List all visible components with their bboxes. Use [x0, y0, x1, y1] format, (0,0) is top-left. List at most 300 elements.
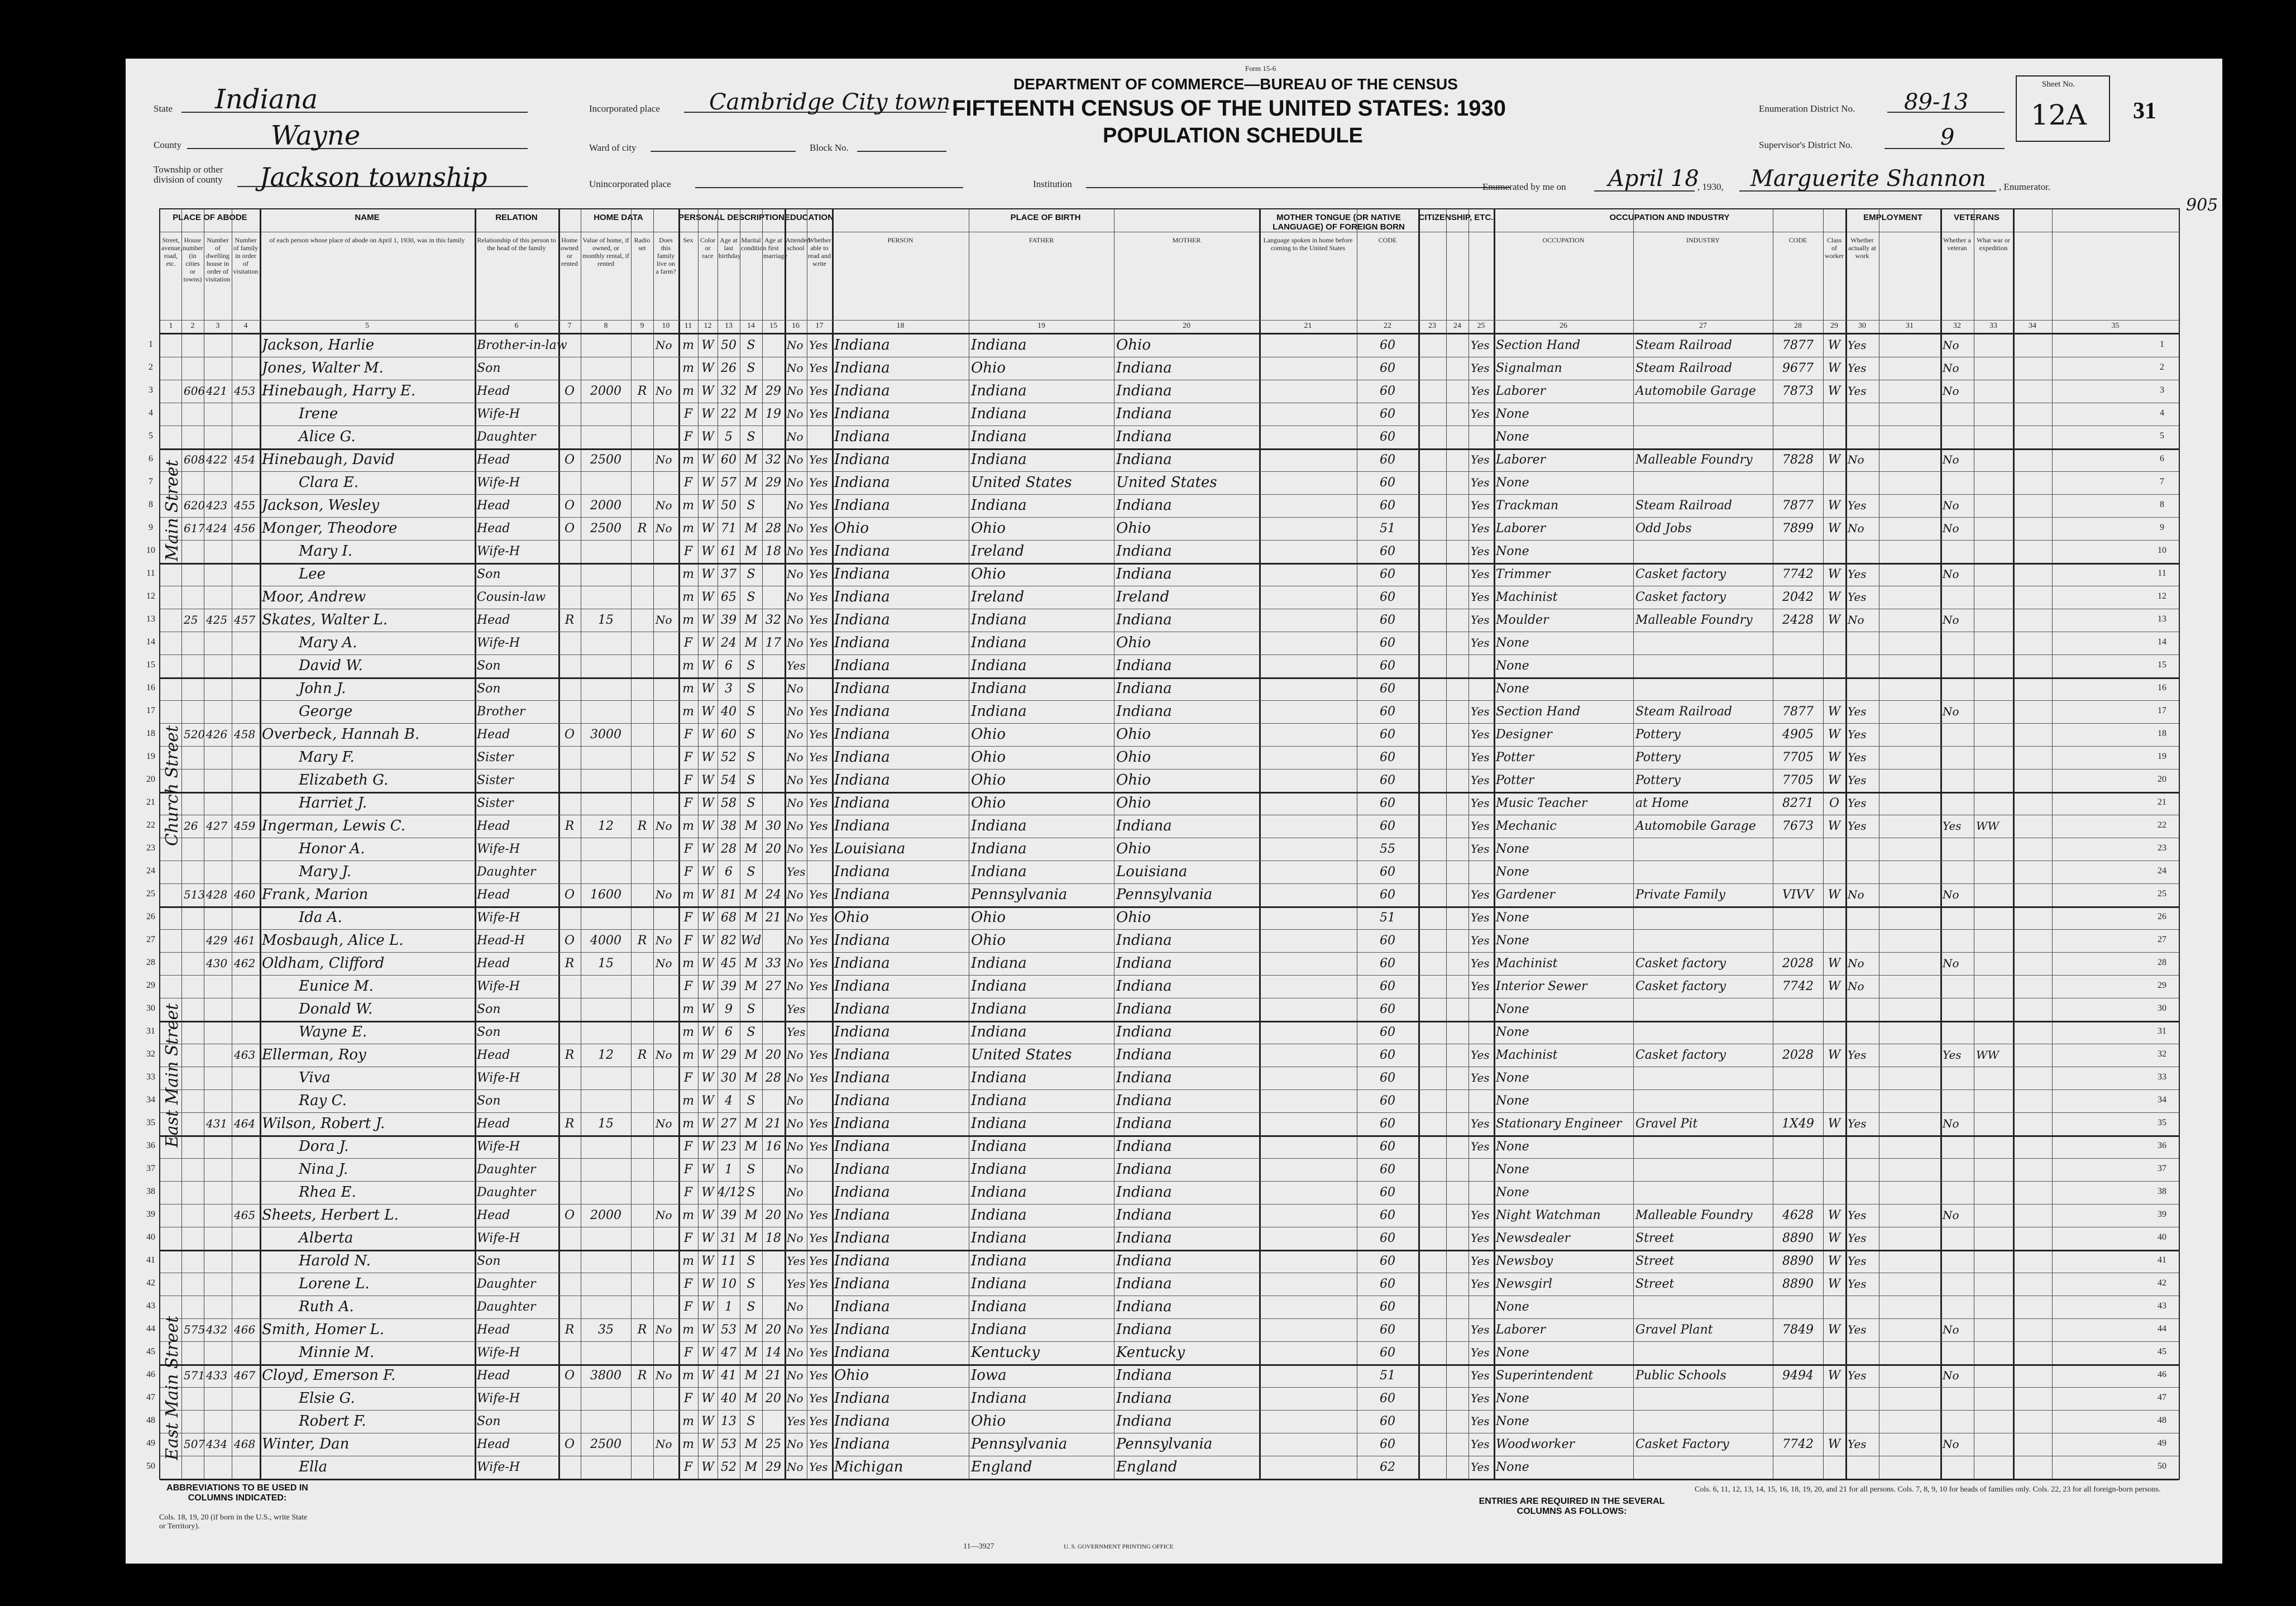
cell-sex: m [682, 888, 694, 902]
cell-val [581, 1181, 631, 1204]
cell-mar: M [744, 842, 758, 856]
cell-rel: Son [477, 659, 501, 673]
cell-ind [1635, 654, 1772, 677]
cell-rel: Wife-H [477, 1071, 520, 1085]
table-row [146, 1158, 2179, 1181]
cell-occ: None [1496, 659, 1529, 673]
cell-ind [1635, 1181, 1772, 1204]
cell-fb: Indiana [971, 703, 1027, 720]
cell-read: Yes [809, 979, 828, 993]
cell-rel: Head [477, 384, 510, 398]
cell-sex: F [683, 636, 693, 650]
cell-own [558, 334, 581, 357]
cell-radio [631, 563, 653, 586]
row-number-right: 21 [2158, 797, 2166, 807]
row-number-right: 40 [2158, 1232, 2166, 1242]
cell-occ: Machinist [1496, 590, 1558, 604]
cell-dw [206, 1250, 231, 1273]
row-number-right: 48 [2158, 1416, 2166, 1425]
cell-radio [631, 906, 653, 929]
cell-mb: Indiana [1116, 1184, 1172, 1201]
cell-icode: 2028 [1782, 957, 1814, 971]
cell-farm [656, 723, 677, 746]
cell-work: Yes [1848, 1323, 1867, 1336]
cell-work: No [1848, 979, 1864, 993]
cell-race: W [701, 888, 714, 902]
cell-pb: Indiana [834, 543, 890, 560]
cell-fb: Indiana [971, 1115, 1027, 1132]
cell-val [581, 586, 631, 609]
cell-icode [1773, 861, 1823, 883]
cell-read [809, 1181, 831, 1204]
cell-agm [762, 769, 785, 792]
cell-mar: M [744, 911, 758, 925]
row-number: 2 [149, 362, 153, 372]
cell-speak: Yes [1471, 728, 1490, 741]
cell-agm [762, 1158, 785, 1181]
cell-fb: Indiana [971, 337, 1027, 353]
cell-name: Elizabeth G. [299, 772, 389, 788]
cell-fam: 463 [234, 1048, 256, 1062]
column-header-sex: Sex [683, 236, 693, 244]
row-number: 1 [149, 340, 153, 349]
cell-work [1848, 677, 1878, 700]
cell-age: 28 [721, 842, 736, 856]
cell-race: W [701, 1186, 714, 1199]
cell-farm [656, 700, 677, 723]
cell-code: 51 [1380, 1369, 1395, 1383]
cell-war [1976, 1067, 2012, 1089]
cell-sch: No [787, 979, 803, 993]
cell-mb: Indiana [1116, 497, 1172, 514]
table-row [146, 723, 2179, 746]
cell-read: Yes [809, 1392, 828, 1405]
cell-work: Yes [1848, 567, 1867, 581]
abbrev-text: Cols. 18, 19, 20 (if born in the U.S., write State or Territory). [159, 1513, 308, 1531]
cell-speak: Yes [1471, 1369, 1490, 1382]
cell-house [184, 1250, 203, 1273]
row-number: 18 [146, 729, 155, 738]
cell-fam [234, 906, 259, 929]
cell-pb: Indiana [834, 405, 890, 422]
cell-fb: Ohio [971, 749, 1006, 766]
cell-mb: Ohio [1116, 840, 1151, 857]
cell-code: 60 [1380, 1048, 1395, 1062]
cell-icode [1773, 1158, 1823, 1181]
cell-occ: Potter [1496, 773, 1534, 787]
cell-radio [631, 1456, 653, 1479]
cell-war [1976, 426, 2012, 448]
cell-val [581, 1158, 631, 1181]
cell-house [184, 1341, 203, 1364]
column-number: 31 [1906, 322, 1914, 330]
cell-val: 15 [598, 1117, 614, 1131]
cell-fam: 458 [234, 728, 256, 741]
cell-war [1976, 883, 2012, 906]
cell-fb: United States [971, 474, 1072, 491]
cell-race: W [701, 728, 714, 742]
cell-age: 38 [721, 819, 736, 833]
cell-pb: Indiana [834, 886, 890, 903]
cell-fb: Indiana [971, 1161, 1027, 1178]
group-header: EDUCATION [785, 213, 834, 222]
cell-pb: Louisiana [834, 840, 906, 857]
cell-sch: No [787, 888, 803, 901]
cell-pb: Indiana [834, 1161, 890, 1178]
cell-cls: W [1828, 1117, 1841, 1131]
cell-work [1848, 998, 1878, 1021]
cell-code: 60 [1380, 1140, 1395, 1154]
cell-sex: m [682, 1414, 694, 1428]
cell-mb: Indiana [1116, 428, 1172, 445]
cell-race: W [701, 476, 714, 490]
cell-mar: S [747, 1163, 755, 1177]
cell-fam [234, 586, 259, 609]
cell-fb: Indiana [971, 497, 1027, 514]
gpo-text: U. S. GOVERNMENT PRINTING OFFICE [1064, 1543, 1174, 1550]
cell-age: 41 [721, 1369, 736, 1383]
cell-pb: Ohio [834, 520, 869, 537]
cell-pb: Indiana [834, 1138, 890, 1155]
cell-name: Lee [299, 566, 326, 582]
row-number: 12 [146, 591, 155, 601]
cell-dw [206, 426, 231, 448]
row-number-right: 16 [2158, 683, 2166, 692]
cell-house: 26 [184, 819, 198, 833]
cell-farm: No [656, 384, 672, 398]
enumerator-name: Marguerite Shannon [1750, 166, 1986, 192]
cell-mb: Pennsylvania [1116, 1436, 1213, 1452]
cell-mar: M [744, 476, 758, 490]
cell-icode: 7705 [1782, 773, 1814, 787]
cell-sex: m [682, 957, 694, 971]
table-row [146, 1250, 2179, 1273]
cell-read: Yes [809, 1369, 828, 1382]
cell-war [1976, 700, 2012, 723]
cell-name: Ella [299, 1459, 328, 1475]
cell-agm: 29 [766, 1460, 781, 1474]
cell-read: Yes [809, 819, 828, 833]
cell-war [1976, 746, 2012, 769]
cell-house [184, 1410, 203, 1433]
cell-dw [206, 1181, 231, 1204]
row-number: 14 [146, 637, 155, 647]
cell-radio [631, 769, 653, 792]
cell-fam: 459 [234, 819, 256, 833]
column-header-street: Street, avenue, road, etc. [161, 236, 182, 267]
cell-ind: Street [1635, 1254, 1675, 1268]
cell-fb: Ohio [971, 566, 1006, 582]
cell-ind [1635, 540, 1772, 563]
cell-agm: 20 [766, 1048, 781, 1062]
cell-agm: 21 [766, 911, 781, 925]
row-number-right: 38 [2158, 1187, 2166, 1196]
cell-vet: Yes [1943, 819, 1962, 833]
cell-house: 617 [184, 522, 205, 535]
cell-ind [1635, 1341, 1772, 1364]
cell-work: Yes [1848, 499, 1867, 512]
cell-icode [1773, 677, 1823, 700]
cell-sex: F [683, 1300, 693, 1314]
cell-read: Yes [809, 1414, 828, 1428]
cell-cls [1823, 838, 1845, 861]
cell-pb: Indiana [834, 634, 890, 651]
cell-occ: None [1496, 407, 1529, 421]
cell-icode: 7742 [1782, 1437, 1814, 1451]
cell-radio [631, 1296, 653, 1318]
cell-occ: Night Watchman [1496, 1208, 1601, 1222]
group-header: VETERANS [1954, 213, 2000, 222]
cell-name: Clara E. [299, 474, 359, 491]
cell-agm: 19 [766, 407, 781, 421]
cell-own [558, 746, 581, 769]
cell-vet: No [1943, 1369, 1959, 1382]
cell-val: 12 [598, 819, 614, 833]
cell-radio [631, 403, 653, 426]
cell-race: W [701, 751, 714, 764]
column-number: 8 [604, 322, 608, 330]
cell-mar: M [744, 1346, 758, 1360]
cell-vet [1943, 998, 1973, 1021]
cell-cls [1823, 1067, 1845, 1089]
cell-speak: Yes [1471, 705, 1490, 718]
cell-sch: No [787, 1071, 803, 1084]
cell-pb: Indiana [834, 428, 890, 445]
cell-read [809, 1021, 831, 1044]
cell-own [558, 677, 581, 700]
cell-read: Yes [809, 1323, 828, 1336]
row-number-right: 2 [2160, 362, 2164, 372]
cell-mar: M [744, 407, 758, 421]
cell-val [581, 1021, 631, 1044]
cell-sch: No [787, 384, 803, 398]
cell-sch: No [787, 1346, 803, 1359]
cell-mb: Ohio [1116, 726, 1151, 743]
cell-vet [1943, 632, 1973, 654]
table-row [146, 677, 2179, 700]
cell-agm [762, 998, 785, 1021]
cell-val [581, 1296, 631, 1318]
cell-agm: 21 [766, 1117, 781, 1131]
cell-val: 2000 [590, 499, 621, 513]
cell-pb: Indiana [834, 1253, 890, 1269]
row-number-right: 15 [2158, 660, 2166, 670]
cell-vet: No [1943, 384, 1959, 398]
cell-rel: Head [477, 728, 510, 742]
cell-dw [206, 1341, 231, 1364]
cell-fb: United States [971, 1046, 1072, 1063]
cell-house [184, 1204, 203, 1227]
group-header: CITIZENSHIP, ETC. [1418, 213, 1494, 222]
cell-sch: No [787, 728, 803, 741]
cell-mar: S [747, 361, 755, 375]
cell-farm: No [656, 338, 672, 352]
cell-dw [206, 998, 231, 1021]
cell-race: W [701, 1048, 714, 1062]
cell-icode [1773, 1181, 1823, 1204]
column-header-work: Whether actually at work [1848, 236, 1876, 260]
cell-mb: Indiana [1116, 451, 1172, 468]
population-table [146, 208, 2180, 1480]
cell-read: Yes [809, 1460, 828, 1474]
cell-mb: Ohio [1116, 634, 1151, 651]
row-number: 17 [146, 706, 155, 715]
cell-rel: Son [477, 1025, 501, 1039]
cell-code: 60 [1380, 1231, 1395, 1245]
cell-fam: 466 [234, 1323, 256, 1336]
cell-occ: None [1496, 842, 1529, 856]
row-number-right: 14 [2158, 637, 2166, 647]
cell-occ: None [1496, 1186, 1529, 1199]
cell-fam [234, 1387, 259, 1410]
cell-mar: M [744, 1323, 758, 1337]
row-number-right: 17 [2158, 706, 2166, 715]
cell-agm: 20 [766, 1323, 781, 1337]
cell-name: Eunice M. [299, 978, 374, 995]
row-number: 23 [146, 843, 155, 853]
cell-own: R [565, 819, 575, 833]
table-row [146, 952, 2179, 975]
cell-agm [762, 861, 785, 883]
cell-rel: Brother-in-law [477, 338, 567, 352]
cell-speak: Yes [1471, 384, 1490, 398]
cell-speak [1471, 677, 1493, 700]
cell-code: 62 [1380, 1460, 1395, 1474]
cell-fb: Indiana [971, 1138, 1027, 1155]
row-number-right: 5 [2160, 431, 2164, 441]
cell-farm [656, 540, 677, 563]
institution-label: Institution [1033, 179, 1072, 189]
cell-own [558, 403, 581, 426]
cell-pb: Indiana [834, 474, 890, 491]
cell-pb: Indiana [834, 451, 890, 468]
cell-mar: S [747, 682, 755, 696]
cell-radio [631, 540, 653, 563]
cell-sch: No [787, 338, 803, 352]
cell-ind: Pottery [1635, 773, 1681, 787]
cell-race: W [701, 1437, 714, 1451]
cell-sch: No [787, 1208, 803, 1222]
cell-ind [1635, 677, 1772, 700]
cell-val: 2500 [590, 522, 621, 536]
cell-ind [1635, 929, 1772, 952]
cell-name: Honor A. [299, 840, 365, 857]
cell-work: Yes [1848, 1369, 1867, 1382]
table-row [146, 540, 2179, 563]
cell-own: O [564, 522, 575, 536]
row-number-right: 18 [2158, 729, 2166, 738]
cell-own [558, 586, 581, 609]
cell-house: 620 [184, 499, 205, 512]
cell-cls: W [1828, 957, 1841, 971]
cell-read: Yes [809, 453, 828, 466]
cell-dw: 429 [206, 934, 228, 947]
cell-radio [631, 1204, 653, 1227]
cell-occ: None [1496, 1002, 1529, 1016]
cell-val [581, 792, 631, 815]
cell-house [184, 1296, 203, 1318]
cell-occ: None [1496, 865, 1529, 879]
cell-rel: Sister [477, 796, 514, 810]
column-number: 5 [365, 322, 369, 330]
cell-own: O [564, 453, 575, 467]
cell-vet: Yes [1943, 1048, 1962, 1062]
cell-sch: No [787, 911, 803, 924]
cell-fb: Indiana [971, 1092, 1027, 1109]
cell-fam: 467 [234, 1369, 256, 1382]
row-number-right: 39 [2158, 1210, 2166, 1219]
cell-val: 3800 [590, 1369, 621, 1383]
cell-occ: Laborer [1496, 1323, 1546, 1337]
cell-mb: Indiana [1116, 1413, 1172, 1430]
cell-occ: None [1496, 1094, 1529, 1108]
cell-pb: Indiana [834, 1046, 890, 1063]
cell-pb: Indiana [834, 932, 890, 949]
cell-pb: Indiana [834, 360, 890, 376]
cell-own [558, 632, 581, 654]
cell-vet [1943, 1158, 1973, 1181]
cell-fb: Indiana [971, 611, 1027, 628]
cell-vet [1943, 1250, 1973, 1273]
cell-house [184, 792, 203, 815]
cell-race: W [701, 1392, 714, 1406]
cell-mar: S [747, 865, 755, 879]
row-number-right: 22 [2158, 820, 2166, 830]
cell-sch: No [787, 1323, 803, 1336]
cell-work: Yes [1848, 1231, 1867, 1245]
cell-ind: Casket factory [1635, 979, 1726, 993]
column-header-fb: FATHER [1029, 236, 1054, 244]
cell-war [1976, 1021, 2012, 1044]
cell-speak: Yes [1471, 934, 1490, 947]
cell-speak: Yes [1471, 407, 1490, 420]
cell-sex: m [682, 682, 694, 696]
cell-ind [1635, 1387, 1772, 1410]
cell-vet: No [1943, 1323, 1959, 1336]
cell-ind: Pottery [1635, 728, 1681, 742]
cell-sex: m [682, 361, 694, 375]
cell-occ: Mechanic [1496, 819, 1557, 833]
cell-name: Lorene L. [299, 1275, 370, 1292]
cell-radio [631, 677, 653, 700]
cell-race: W [701, 361, 714, 375]
cell-name: Alberta [299, 1230, 353, 1246]
table-row [149, 334, 2179, 357]
cell-fam: 454 [234, 453, 256, 466]
group-header: PERSONAL DESCRIPTION [678, 213, 785, 222]
cell-vet [1943, 426, 1973, 448]
cell-occ: Potter [1496, 751, 1534, 764]
cell-cls: W [1828, 819, 1841, 833]
cell-mar: M [744, 453, 758, 467]
cell-speak: Yes [1471, 522, 1490, 535]
cell-rel: Sister [477, 773, 514, 787]
column-header-farm: Does this family live on a farm? [656, 236, 676, 275]
cell-radio: R [637, 934, 647, 948]
cell-read [809, 426, 831, 448]
row-number: 43 [146, 1301, 155, 1311]
cell-vet [1943, 654, 1973, 677]
cell-rel: Son [477, 1094, 501, 1108]
cell-code: 60 [1380, 1437, 1395, 1451]
cell-sch: Yes [787, 659, 806, 672]
cell-code: 60 [1380, 1094, 1395, 1108]
cell-occ: Interior Sewer [1496, 979, 1587, 993]
cell-occ: None [1496, 1025, 1529, 1039]
cell-mb: Pennsylvania [1116, 886, 1213, 903]
cell-occ: Laborer [1496, 384, 1546, 398]
cell-speak: Yes [1471, 567, 1490, 581]
